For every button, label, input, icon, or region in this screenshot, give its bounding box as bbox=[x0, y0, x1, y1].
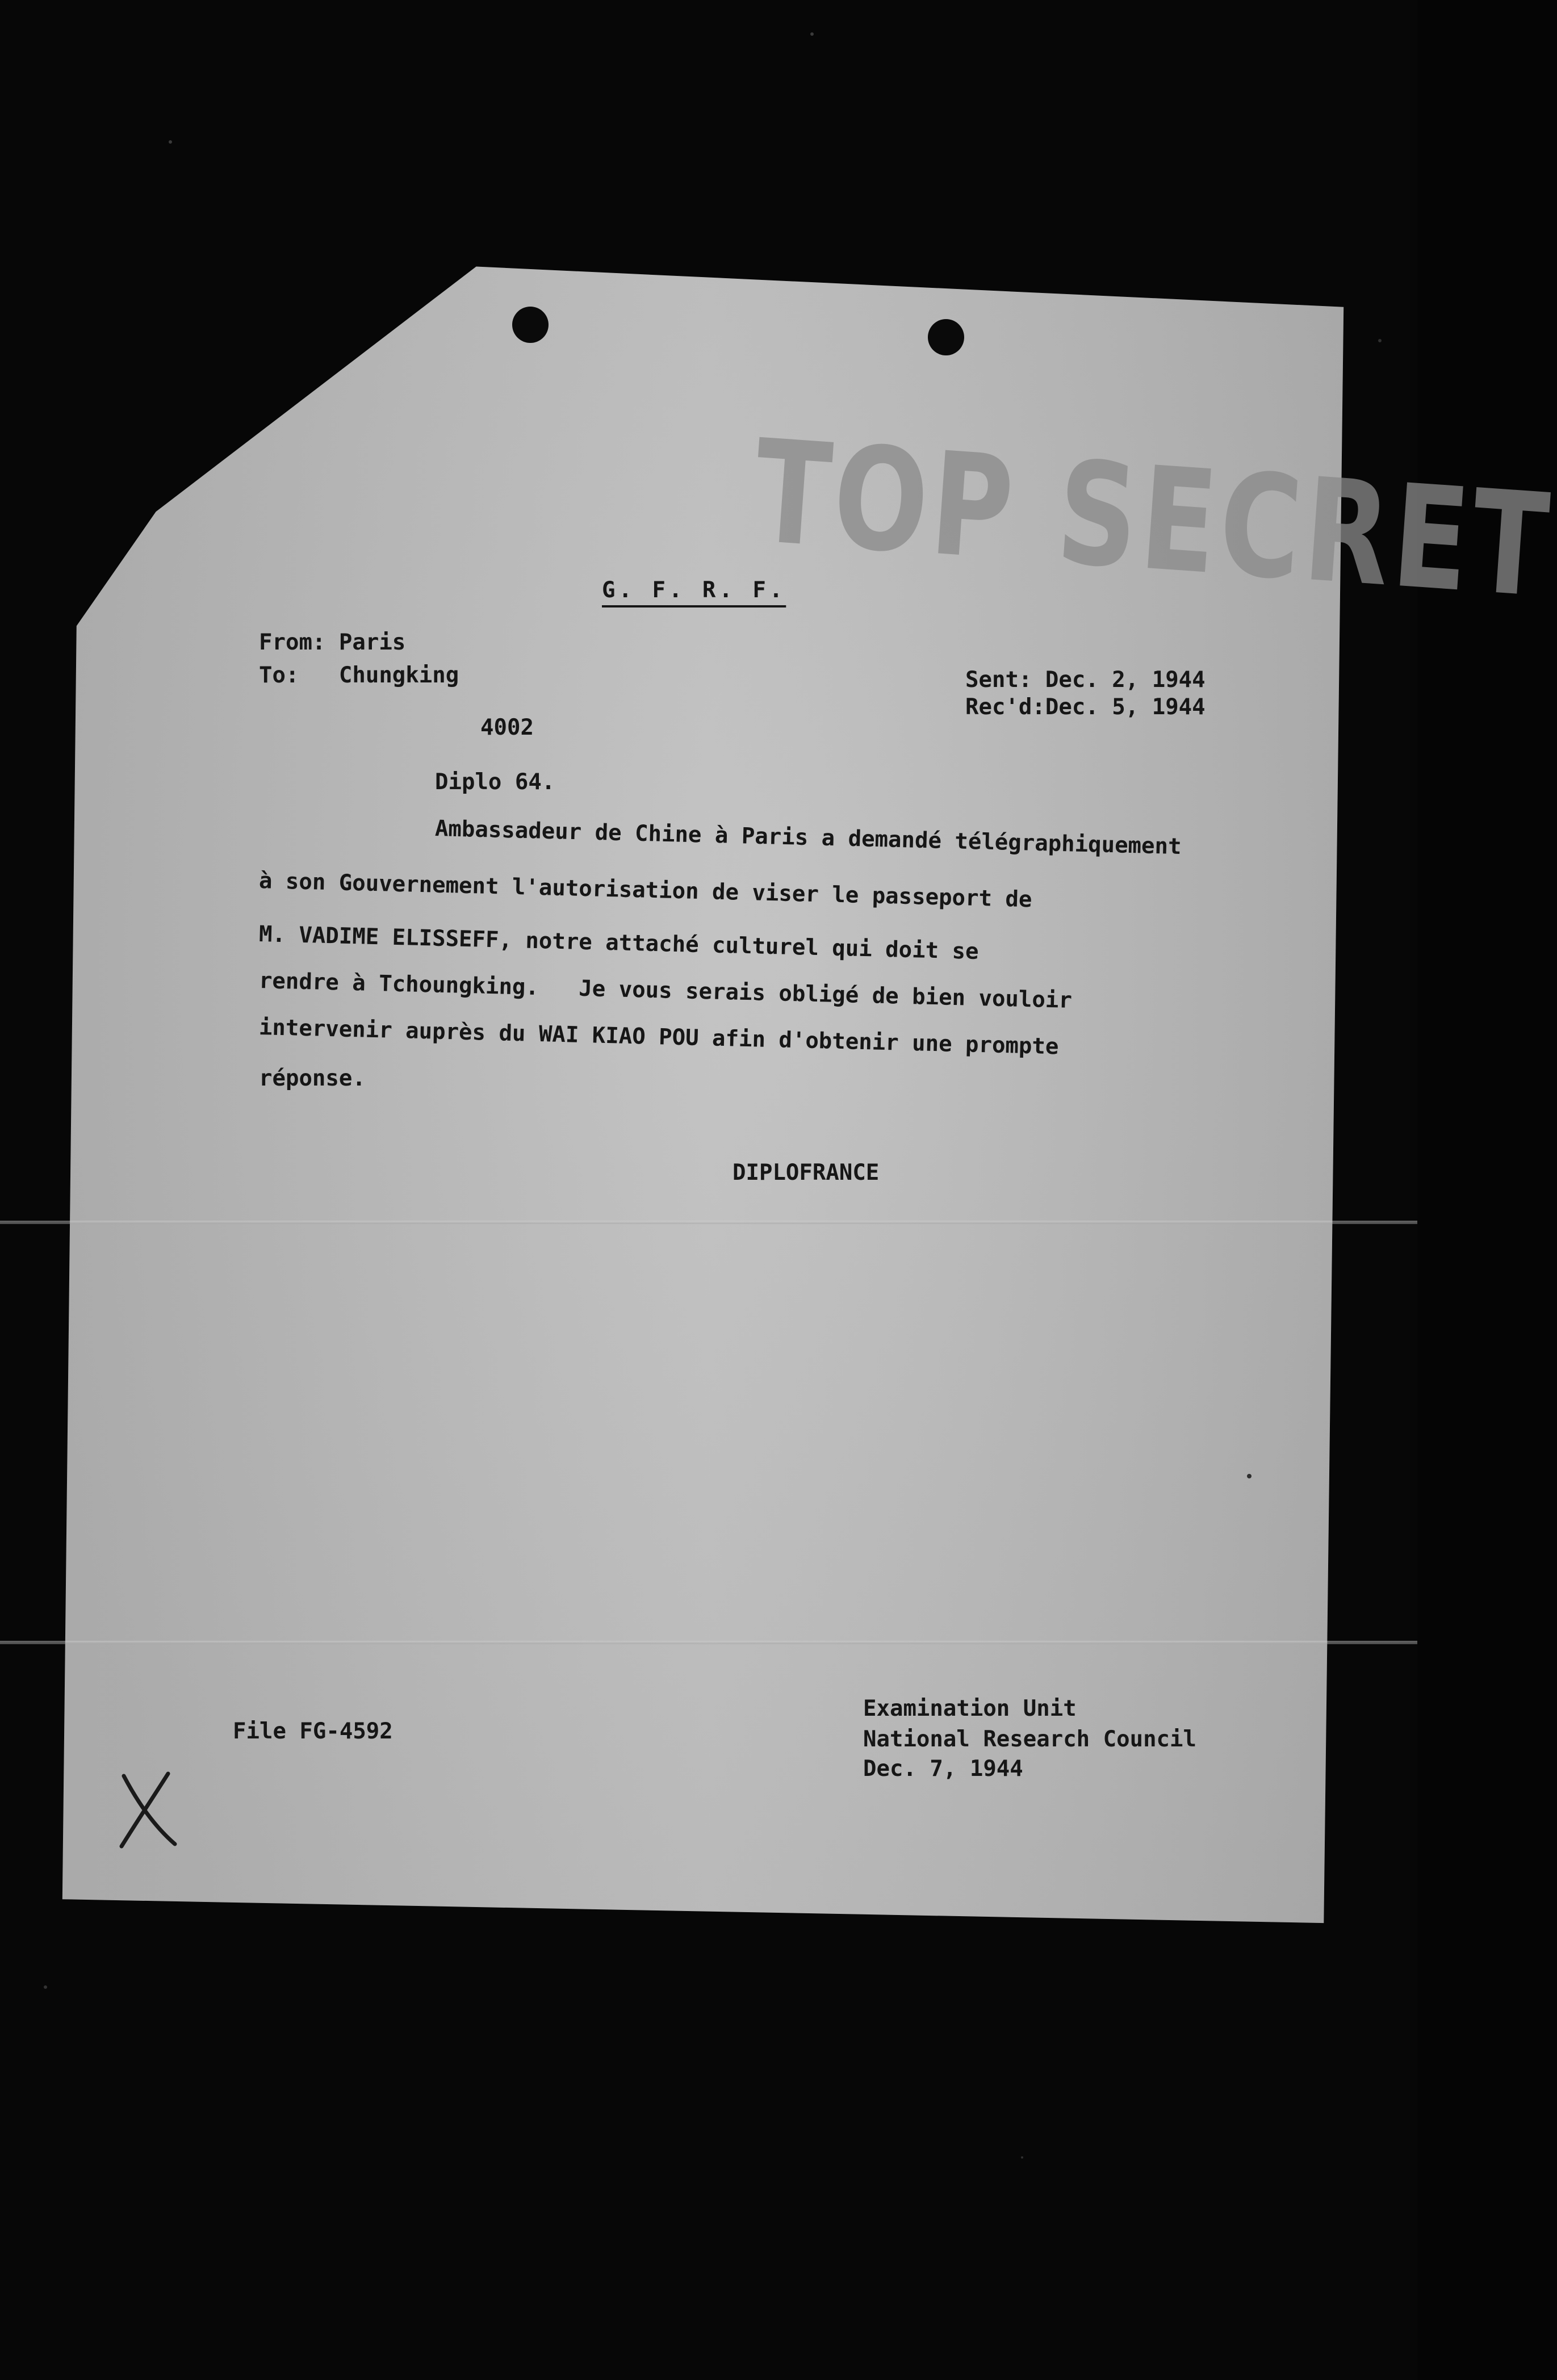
sent-date: Sent: Dec. 2, 1944 bbox=[965, 667, 1206, 693]
body-line-4: rendre à Tchoungking. Je vous serais obligé de bien vouloir bbox=[258, 968, 1073, 1013]
to-line: To: Chungking bbox=[259, 663, 459, 688]
received-date: Rec'd:Dec. 5, 1944 bbox=[965, 694, 1206, 720]
body-line-6: réponse. bbox=[259, 1066, 366, 1091]
body-line-2: à son Gouvernement l'autorisation de viser le passeport de bbox=[258, 868, 1032, 913]
diplo-reference: Diplo 64. bbox=[435, 769, 555, 795]
file-reference: File FG-4592 bbox=[233, 1719, 393, 1744]
body-line-5: intervenir auprès du WAI KIAO POU afin d'obtenir une prompte bbox=[258, 1015, 1059, 1060]
top-secret-stamp: TOP SECRET bbox=[749, 409, 1557, 630]
body-line-1: Ambassadeur de Chine à Paris a demandé télégraphiquement bbox=[434, 816, 1182, 860]
signature: DIPLOFRANCE bbox=[733, 1160, 880, 1185]
message-number: 4002 bbox=[480, 715, 534, 740]
header-code: G. F. R. F. bbox=[602, 577, 786, 603]
examination-date: Dec. 7, 1944 bbox=[863, 1756, 1023, 1782]
examination-unit: Examination Unit bbox=[863, 1696, 1077, 1721]
research-council: National Research Council bbox=[863, 1727, 1196, 1752]
from-line: From: Paris bbox=[259, 630, 406, 655]
body-line-3: M. VADIME ELISSEFF, notre attaché culturel qui doit se bbox=[258, 921, 980, 965]
